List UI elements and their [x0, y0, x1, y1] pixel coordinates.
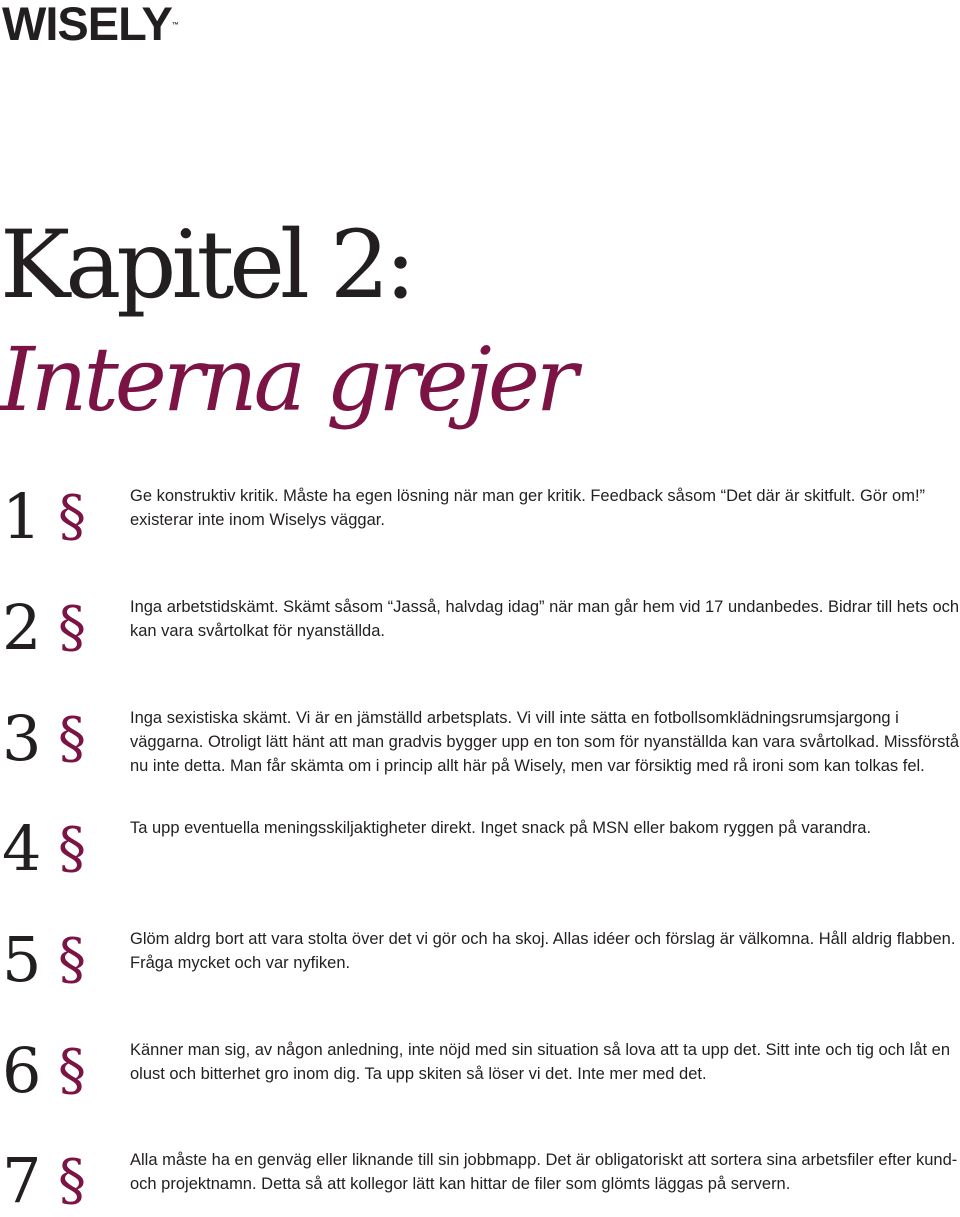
rule-text: Ge konstruktiv kritik. Måste ha egen lösning när man ger kritik. Feedback såsom “Det där är skitfult. Gör om!” existerar inte inom Wiselys väggar.: [130, 487, 926, 529]
rule-number: 5: [2, 923, 42, 996]
rule-text: Känner man sig, av någon anledning, inte nöjd med sin situation så lova att ta upp det. Sitt inte och tig och låt en olust och bitterhet gro inom dig. Ta upp skiten så löser vi det. Inte mer med det.: [130, 1041, 951, 1083]
logo-text: WISELY: [2, 0, 172, 50]
rule-number: 4: [2, 812, 42, 885]
rule-text: Alla måste ha en genväg eller liknande till sin jobbmapp. Det är obligatoriskt att sortera sina arbetsfiler efter kund- och projektnamn. Detta så att kollegor lätt kan hittar de filer som glömts läggas på servern.: [130, 1151, 958, 1193]
rule-text: Inga sexistiska skämt. Vi är en jämställd arbetsplats. Vi vill inte sätta en fotbollsomklädningsrumsjargong i väggarna. Otroligt lätt hänt att man gradvis bygger upp en ton som för nyanställda kan vara svårtolkad. Missförstå nu inte detta. Man får skämta om i princip allt här på Wisely, men var försiktig med rå ironi som kan tolkas fel.: [130, 709, 960, 775]
section-sign-icon: §: [58, 595, 86, 660]
section-sign-icon: §: [58, 927, 86, 992]
logo-trademark: ™: [171, 22, 179, 29]
rule-text: Glöm aldrg bort att vara stolta över det vi gör och ha skoj. Allas idéer och förslag är välkomna. Håll aldrig flabben. Fråga mycket och var nyfiken.: [130, 930, 956, 972]
chapter-subtitle: Interna grejer: [0, 328, 574, 431]
chapter-title: Kapitel 2:: [0, 211, 412, 320]
rule-number: 2: [2, 591, 42, 664]
section-sign-icon: §: [58, 1148, 86, 1213]
section-sign-icon: §: [58, 816, 86, 881]
rule-text: Ta upp eventuella meningsskiljaktigheter direkt. Inget snack på MSN eller bakom ryggen på varandra.: [130, 819, 872, 837]
section-sign-icon: §: [58, 484, 86, 549]
rule-text: Inga arbetstidskämt. Skämt såsom “Jasså, halvdag idag” när man går hem vid 17 undanbedes. Bidrar till hets och kan vara svårtolkat för nyanställda.: [130, 598, 960, 640]
rule-number: 1: [2, 480, 42, 553]
rule-number: 7: [2, 1144, 42, 1217]
rule-number: 6: [2, 1034, 42, 1107]
rule-number: 3: [2, 702, 42, 775]
section-sign-icon: §: [58, 1038, 86, 1103]
wisely-logo: [2, 0, 179, 50]
section-sign-icon: §: [58, 706, 86, 771]
